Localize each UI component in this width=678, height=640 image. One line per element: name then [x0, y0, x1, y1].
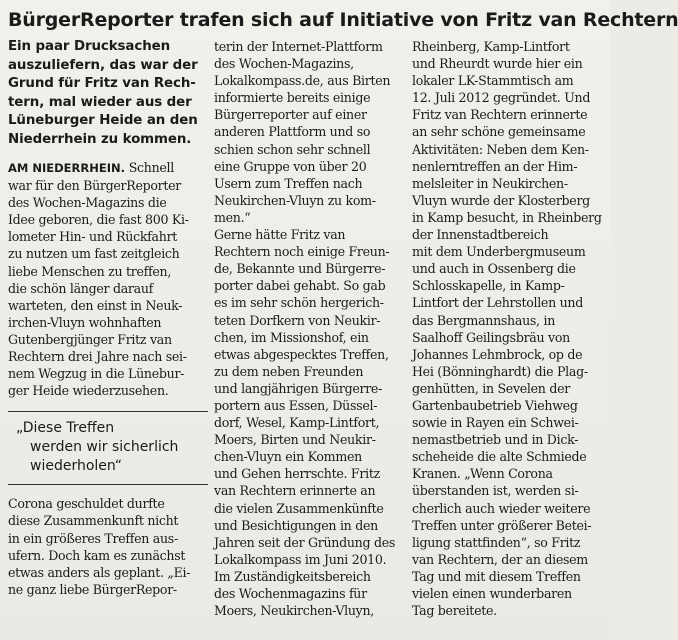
body-line: lometer Hin- und Rückfahrt	[8, 229, 178, 245]
lead-line: auszuliefern, das war der	[8, 57, 198, 73]
body-line: etwas anders als geplant. „Ei-	[8, 564, 191, 580]
article-column-2	[214, 38, 406, 619]
quote-line: „Diese Treffen	[16, 420, 115, 437]
article-lead	[8, 38, 208, 149]
body-line: des Wochen-Magazins die	[8, 195, 167, 211]
body-line: eine Gruppe von über 20	[214, 158, 367, 174]
body-line: etwas abgespecktes Treffen,	[214, 346, 389, 362]
body-line: van Rechtern, der an diesem	[412, 551, 588, 567]
body-line: und langjährigen Bürgerre-	[214, 380, 383, 396]
body-line: Lintfort der Lehrstollen und	[412, 295, 583, 311]
body-line: zu dem neben Freunden	[214, 363, 364, 379]
body-line: genhütten, in Sevelen der	[412, 380, 570, 396]
lead-line: Grund für Fritz van Rech-	[8, 76, 196, 91]
body-line: nemastbetrieb und in Dick-	[412, 432, 579, 448]
dateline: AM NIEDERRHEIN.	[8, 161, 125, 175]
body-line: melsleiter in Neukirchen-	[412, 175, 568, 191]
body-line: ger Heide wiederzusehen.	[8, 383, 169, 399]
body-line: die schön länger darauf	[8, 280, 154, 296]
body-line: und Gehen herrschte. Fritz	[214, 466, 380, 482]
body-line: teten Dorfkern von Neukir-	[214, 312, 381, 328]
body-line: Schlosskapelle, in Kamp-	[412, 278, 565, 294]
body-line: an sehr schöne gemeinsame	[412, 124, 586, 140]
body-line: terin der Internet-Plattform	[214, 39, 383, 54]
body-line: nenlerntreffen an der Him-	[412, 158, 578, 174]
body-line: Rheinberg, Kamp-Lintfort	[412, 39, 570, 54]
body-line: chen, im Missionshof, ein	[214, 329, 369, 345]
body-line: das Bergmannshaus, in	[412, 312, 555, 328]
body-line: und auch in Ossenberg die	[412, 261, 576, 277]
body-line: Johannes Lehmbrock, op de	[412, 346, 583, 362]
body-line: ne ganz liebe BürgerRepor-	[8, 581, 177, 597]
body-line: informierte bereits einige	[214, 90, 371, 106]
body-line: Rechtern drei Jahre nach sei-	[8, 349, 187, 365]
article-body-tail	[8, 495, 208, 598]
body-line: mit dem Underbergmuseum	[412, 244, 586, 260]
body-line: diese Zusammenkunft nicht	[8, 513, 179, 529]
body-line: Gutenbergjünger Fritz van	[8, 331, 172, 347]
body-line: die vielen Zusammenkünfte	[214, 500, 384, 516]
body-line: Vluyn wurde der Klosterberg	[412, 192, 590, 208]
body-line: Corona geschuldet durfte	[8, 496, 165, 512]
quote-line: wiederholen“	[30, 458, 123, 475]
body-line: ufern. Doch kam es zunächst	[8, 547, 186, 563]
body-line: liebe Menschen zu treffen,	[8, 263, 172, 279]
body-line: der Innenstadtbereich	[412, 227, 549, 243]
article-body-middle	[214, 38, 406, 619]
body-line: Idee geboren, die fast 800 Ki-	[8, 212, 189, 228]
body-line: Jahren seit der Gründung des	[214, 534, 396, 550]
body-line: es im sehr schön hergerich-	[214, 295, 384, 311]
body-line: überstanden ist, werden si-	[412, 483, 579, 499]
body-line: sowie in Rayen ein Schwei-	[412, 415, 579, 431]
body-line: chen-Vluyn ein Kommen	[214, 449, 362, 465]
body-line: van Rechtern erinnerte an	[214, 483, 376, 499]
article-body-end	[412, 38, 610, 619]
body-line: Fritz van Rechtern erinnerte	[412, 107, 588, 123]
body-line: Hei (Bönninghardt) die Plag-	[412, 363, 588, 379]
article-body-intro	[8, 159, 208, 399]
quote-line: werden wir sicherlich	[30, 439, 179, 456]
body-line: Lokalkompass.de, aus Birten	[214, 73, 391, 89]
body-line: scheheide die alte Schmiede	[412, 449, 587, 465]
body-line: Tag und mit diesem Treffen	[412, 568, 581, 584]
body-line: vielen einen wunderbaren	[412, 586, 572, 601]
body-line: zu nutzen um fast zeitgleich	[8, 246, 180, 262]
body-line: Moers, Birten und Neukir-	[214, 432, 376, 448]
body-line: Usern zum Treffen nach	[214, 175, 363, 191]
article-headline: BürgerReporter trafen sich auf Initiative von Fritz van Rechtern	[8, 9, 678, 31]
body-line: Im Zuständigkeitsbereich	[214, 568, 371, 584]
body-line: de, Bekannte und Bürgerre-	[214, 261, 386, 277]
body-line: warteten, den einst in Neuk-	[8, 297, 183, 313]
body-line: war für den BürgerReporter	[8, 178, 181, 194]
lead-line: Niederrhein zu kommen.	[8, 131, 192, 147]
body-line: lokaler LK-Stammtisch am	[412, 73, 574, 89]
body-line: Moers, Neukirchen-Vluyn,	[214, 603, 375, 619]
body-line: 12. Juli 2012 gegründet. Und	[412, 90, 591, 106]
body-line: cherlich auch wieder weitere	[412, 500, 591, 516]
body-line: Rechtern noch einige Freun-	[214, 244, 390, 260]
article-columns	[8, 38, 602, 619]
lead-line: tern, mal wieder aus der	[8, 94, 192, 110]
pull-quote	[8, 411, 208, 485]
body-line: ligung stattfinden“, so Fritz	[412, 534, 581, 550]
body-line: und Besichtigungen in den	[214, 517, 378, 533]
body-line: Gartenbaubetrieb Viehweg	[412, 397, 578, 413]
lead-line: Ein paar Drucksachen	[8, 39, 171, 54]
article-column-3	[412, 38, 610, 619]
body-line: Bürgerreporter auf einer	[214, 107, 367, 123]
lead-line: Lüneburger Heide an den	[8, 113, 198, 128]
body-line: des Wochenmagazins für	[214, 586, 367, 601]
body-line: men.“	[214, 209, 251, 225]
body-line: nem Wegzug in die Lünebur-	[8, 366, 185, 382]
body-line: Treffen unter größerer Betei-	[412, 517, 592, 533]
body-line: Gerne hätte Fritz van	[214, 227, 346, 243]
body-line: Schnell	[124, 160, 174, 175]
body-line: Lokalkompass im Juni 2010.	[214, 551, 387, 567]
body-line: Neukirchen-Vluyn zu kom-	[214, 192, 376, 208]
body-line: Aktivitäten: Neben dem Ken-	[412, 141, 589, 157]
body-line: portern aus Essen, Düssel-	[214, 397, 378, 413]
body-line: anderen Plattform und so	[214, 124, 371, 140]
article-column-1	[8, 38, 208, 619]
body-line: Kranen. „Wenn Corona	[412, 466, 553, 482]
body-line: irchen-Vluyn wohnhaften	[8, 314, 162, 330]
body-line: porter dabei gehabt. So gab	[214, 278, 386, 294]
body-line: des Wochen-Magazins,	[214, 56, 354, 72]
body-line: schien schon sehr schnell	[214, 141, 371, 157]
body-line: in Kamp besucht, in Rheinberg	[412, 209, 602, 225]
body-line: Saalhoff Geilingsbräu von	[412, 329, 570, 345]
body-line: und Rheurdt wurde hier ein	[412, 56, 583, 72]
body-line: dorf, Wesel, Kamp-Lintfort,	[214, 415, 380, 431]
body-line: Tag bereitete.	[412, 603, 497, 619]
body-line: in ein größeres Treffen aus-	[8, 530, 178, 546]
